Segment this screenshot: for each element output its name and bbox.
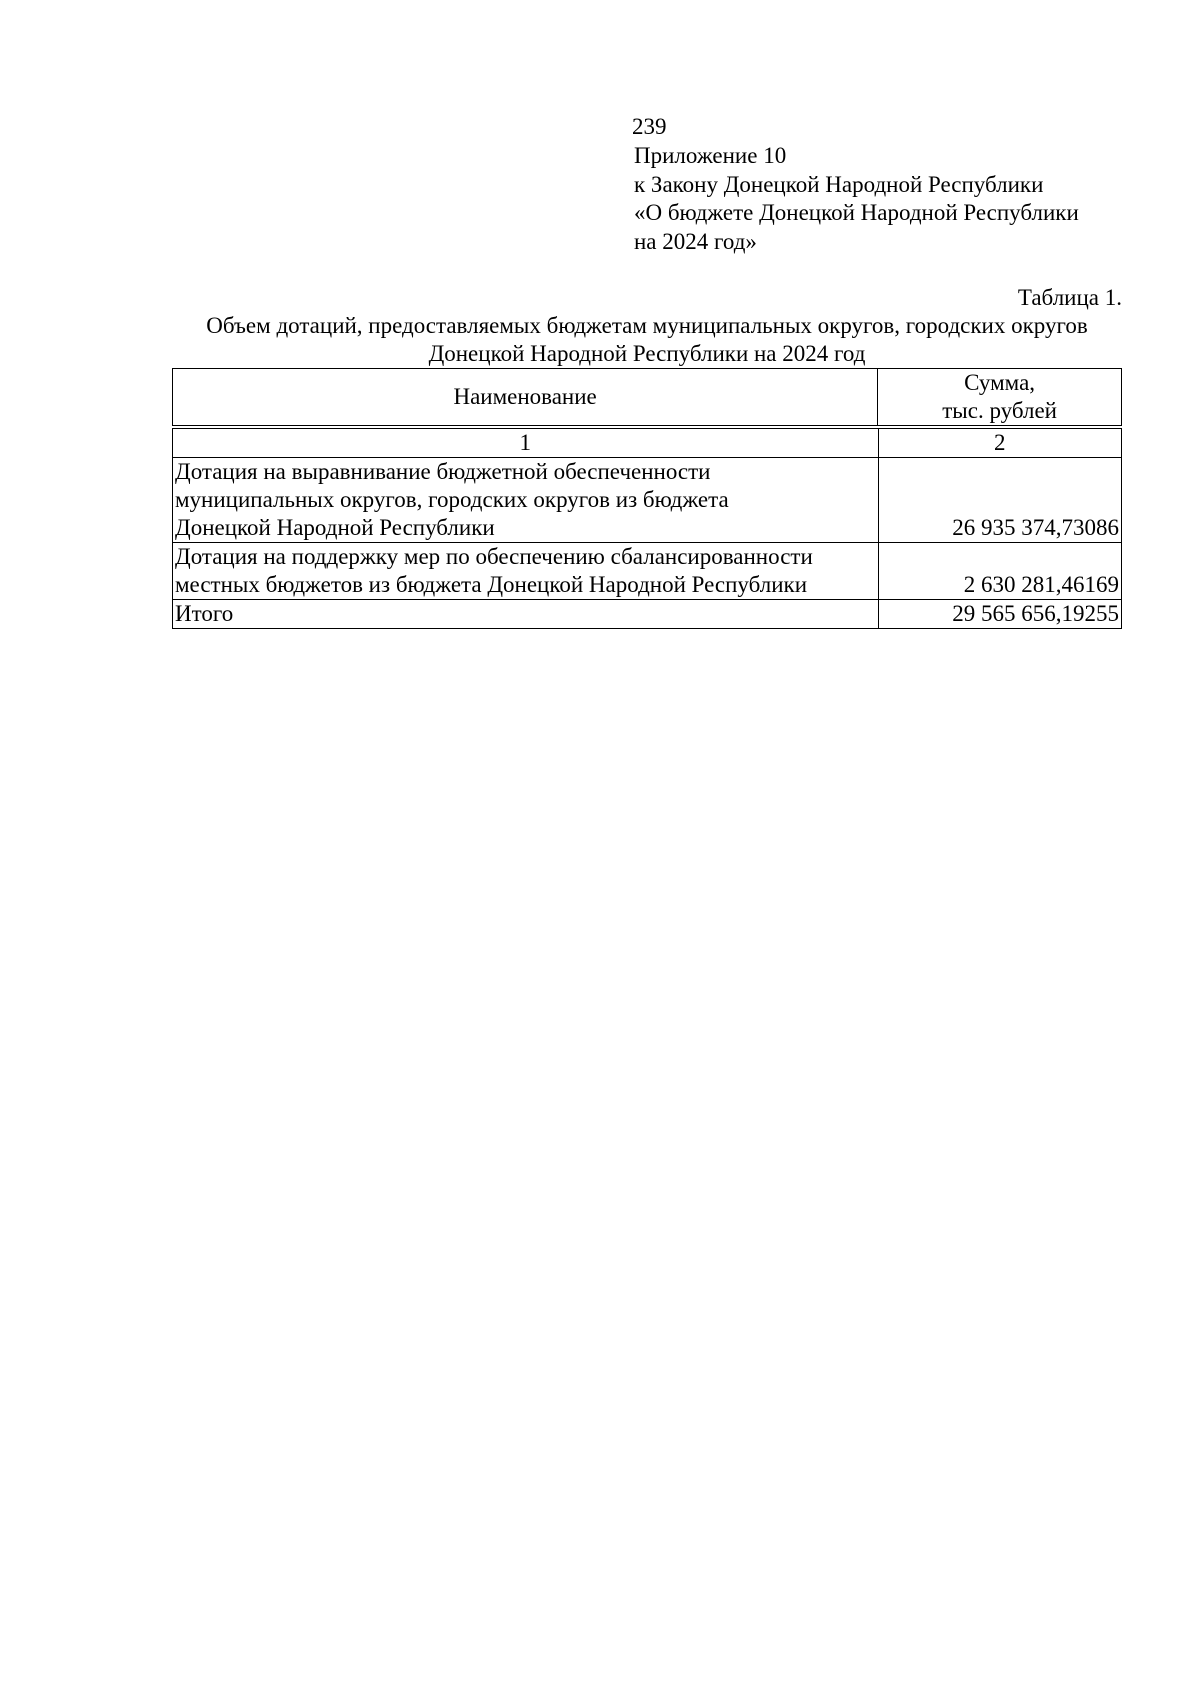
appendix-line: на 2024 год»: [634, 228, 757, 254]
row-name-line: Дотация на выравнивание бюджетной обеспеченности: [175, 459, 711, 484]
appendix-reference: [634, 142, 1079, 256]
column-number: 2: [878, 429, 1121, 458]
table-header-row: [173, 369, 1122, 426]
column-header-name: Наименование: [173, 369, 878, 426]
row-name-line: Донецкой Народной Республики: [175, 515, 495, 540]
table-label: Таблица 1.: [1017, 285, 1122, 310]
table-row: [173, 458, 1122, 543]
table-header: [172, 368, 1122, 426]
row-amount: 26 935 374,73086: [878, 458, 1121, 543]
table-row: [173, 543, 1122, 600]
column-number-row: [173, 429, 1122, 458]
table-title: [172, 312, 1122, 368]
table-title-line: Объем дотаций, предоставляемых бюджетам муниципальных округов, городских округов: [206, 313, 1088, 338]
row-amount: 2 630 281,46169: [878, 543, 1121, 600]
total-row: [173, 600, 1122, 629]
appendix-line: Приложение 10: [634, 143, 787, 168]
row-name-line: Дотация на поддержку мер по обеспечению сбалансированности: [175, 544, 813, 569]
row-name-line: муниципальных округов, городских округов из бюджета: [175, 487, 729, 512]
total-label: Итого: [173, 600, 879, 629]
total-amount: 29 565 656,19255: [878, 600, 1121, 629]
column-number: 1: [173, 429, 879, 458]
column-header-sum-line: тыс. рублей: [942, 398, 1057, 423]
appendix-line: «О бюджете Донецкой Народной Республики: [634, 200, 1079, 225]
budget-table: [172, 428, 1122, 629]
appendix-line: к Закону Донецкой Народной Республики: [634, 171, 1044, 197]
table-title-line: Донецкой Народной Республики на 2024 год: [428, 341, 866, 366]
column-header-sum: [878, 369, 1122, 426]
row-name: [173, 543, 879, 600]
row-name-line: местных бюджетов из бюджета Донецкой Народной Республики: [175, 572, 808, 597]
column-header-sum-line: Сумма,: [964, 370, 1036, 395]
row-name: [173, 458, 879, 543]
page-number: 239: [632, 114, 667, 139]
